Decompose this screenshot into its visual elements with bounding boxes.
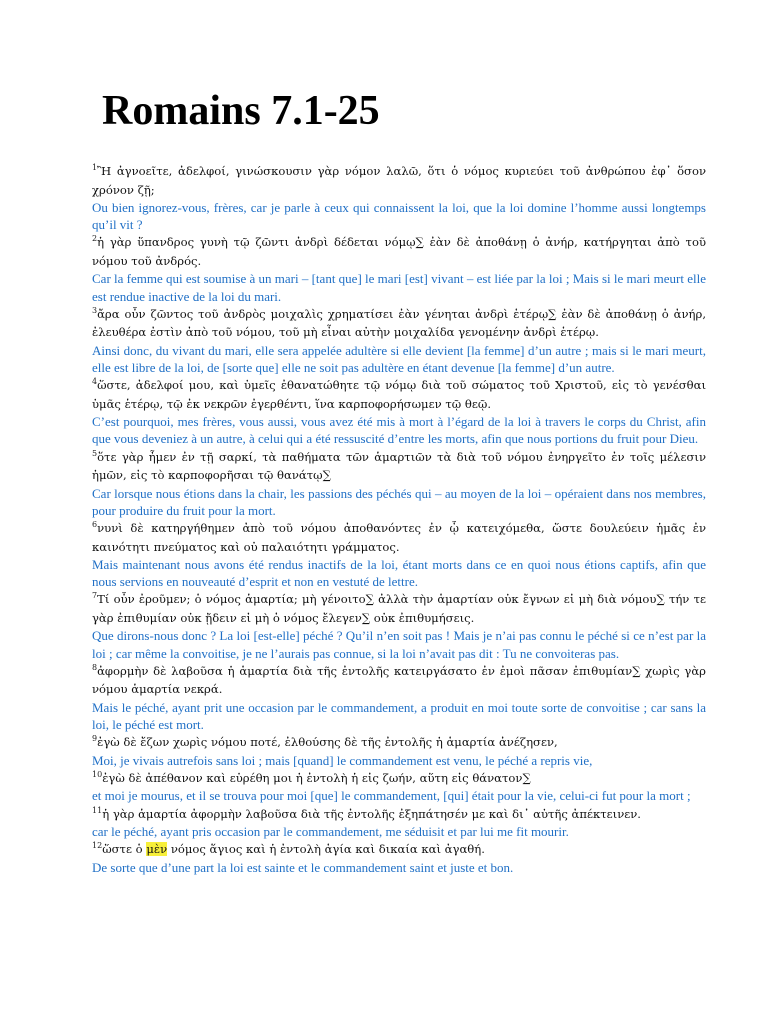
- verse-1: [92, 162, 706, 233]
- verse-7: [92, 590, 706, 661]
- highlighted-word: μὲν: [146, 842, 168, 857]
- greek-text: $^5$ὅτε γὰρ ἦμεν ἐν τῇ σαρκί, τὰ παθήματα τῶν ἁμαρτιῶν τὰ διὰ τοῦ νόμου ἐνηργεῖτο ἐν τοῖς μέλεσιν ἡμῶν, εἰς τὸ καρποφορῆσαι τῷ θανάτῳ∑: [92, 448, 706, 483]
- verse-number: 10: [92, 770, 103, 780]
- french-text: Mais le péché, ayant prit une occasion par le commandement, a produit en moi toute sorte de convoitise ; car sans la loi, le péché est mort.: [92, 699, 706, 733]
- greek-text: $^4$ὥστε, ἀδελφοί μου, καὶ ὑμεῖς ἐθανατώθητε τῷ νόμῳ διὰ τοῦ σώματος τοῦ Χριστοῦ, εἰς τὸ γενέσθαι ὑμᾶς ἑτέρῳ, τῷ ἐκ νεκρῶν ἐγερθέντι, ἵνα καρποφορήσωμεν τῷ θεῷ.: [92, 377, 706, 411]
- french-text: Que dirons-nous donc ? La loi [est-elle] péché ? Qu’il n’en soit pas ! Mais je n’ai pas connu le péché si ce n’est par la loi ; car même la convoitise, je ne l’aurais pas connue, si la loi n’avait pas dit : Tu ne convoiteras pas.: [92, 628, 706, 661]
- french-text: et moi je mourus, et il se trouva pour moi [que] le commandement, [qui] était pour la vie, celui-ci fut pour la mort ;: [92, 788, 691, 804]
- french-text: Mais maintenant nous avons été rendus inactifs de la loi, étant morts dans ce en quoi nous étions captifs, afin que nous servions en nouveauté d’esprit et non en vestuté de lettre.: [92, 557, 706, 590]
- verse-number: 11: [92, 805, 103, 815]
- verse-number: 3: [92, 305, 98, 315]
- greek-text: $^1$Ἢ ἀγνοεῖτε, ἀδελφοί, γινώσκουσιν γὰρ νόμον λαλῶ, ὅτι ὁ νόμος κυριεύει τοῦ ἀνθρώπου ἐφ᾽ ὅσον χρόνον ζῇ;: [92, 163, 706, 197]
- verse-number: 4: [92, 377, 98, 387]
- french-text: Car lorsque nous étions dans la chair, les passions des péchés qui – au moyen de la loi – opéraient dans nos membres, pour produire du fruit pour la mort.: [92, 485, 706, 518]
- greek-text: $^6$νυνὶ δὲ κατηργήθημεν ἀπὸ τοῦ νόμου ἀποθανόντες ἐν ᾧ κατειχόμεθα, ὥστε δουλεύειν ἡμᾶς ἐν καινότητι πνεύματος καὶ οὐ παλαιότητι γράμματος.: [92, 520, 706, 554]
- greek-text: $^3$ἄρα οὖν ζῶντος τοῦ ἀνδρὸς μοιχαλὶς χρηματίσει ἐὰν γένηται ἀνδρὶ ἑτέρῳ∑ ἐὰν δὲ ἀποθάνῃ ὁ ἀνήρ, ἐλευθέρα ἐστὶν ἀπὸ τοῦ νόμου, τοῦ μὴ εἶναι αὐτὴν μοιχαλίδα γενομένην ἀνδρὶ ἑτέρῳ.: [92, 305, 706, 340]
- verse-2: [92, 233, 706, 304]
- verse-number: 12: [92, 841, 103, 851]
- verse-number: 9: [92, 734, 98, 744]
- verse-number: 6: [92, 520, 98, 530]
- french-text: Ainsi donc, du vivant du mari, elle sera appelée adultère si elle devient [la femme] d’un autre ; mais si le mari meurt, elle est libre de la loi, de [sorte que] elle ne soit pas adultère en étant devenue [la femme] d’un autre.: [92, 342, 706, 376]
- greek-text: $^{11}$ἡ γὰρ ἁμαρτία ἀφορμὴν λαβοῦσα διὰ τῆς ἐντολῆς ἐξηπάτησέν με καὶ δι᾽ αὐτῆς ἀπέκτεινεν.: [92, 805, 641, 821]
- verse-4: [92, 376, 706, 447]
- verse-3: [92, 305, 706, 376]
- verse-number: 2: [92, 234, 98, 244]
- verse-12: [92, 840, 706, 876]
- page-title: Romains 7.1-25: [102, 88, 380, 134]
- verse-8: [92, 662, 706, 733]
- verse-6: [92, 519, 706, 590]
- french-text: C’est pourquoi, mes frères, vous aussi, vous avez été mis à mort à l’égard de la loi à travers le corps du Christ, afin que vous deveniez à un autre, à celui qui a été ressuscité d’entre les morts, afin que nous portions du fruit pour Dieu.: [92, 414, 706, 447]
- verse-9: [92, 733, 706, 769]
- verse-number: 7: [92, 591, 98, 601]
- greek-text: $^{12}$ὥστε ὁ μὲν νόμος ἅγιος καὶ ἡ ἐντολὴ ἁγία καὶ δικαία καὶ ἀγαθή.: [92, 841, 485, 857]
- greek-text: $^8$ἀφορμὴν δὲ λαβοῦσα ἡ ἁμαρτία διὰ τῆς ἐντολῆς κατειργάσατο ἐν ἐμοὶ πᾶσαν ἐπιθυμίαν∑ χωρὶς γὰρ νόμου ἁμαρτία νεκρά.: [92, 662, 706, 697]
- french-text: car le péché, ayant pris occasion par le commandement, me séduisit et par lui me fit mourir.: [92, 824, 569, 840]
- greek-text: $^2$ἡ γὰρ ὕπανδρος γυνὴ τῷ ζῶντι ἀνδρὶ δέδεται νόμῳ∑ ἐὰν δὲ ἀποθάνῃ ὁ ἀνήρ, κατήργηται ἀπὸ τοῦ νόμου τοῦ ἀνδρός.: [92, 234, 706, 268]
- french-text: De sorte que d’une part la loi est sainte et le commandement saint et juste et bon.: [92, 859, 514, 875]
- verse-number: 1: [92, 163, 98, 173]
- greek-text: $^9$ἐγὼ δὲ ἔζων χωρὶς νόμου ποτέ, ἐλθούσης δὲ τῆς ἐντολῆς ἡ ἁμαρτία ἀνέζησεν,: [92, 734, 558, 750]
- french-text: Ou bien ignorez-vous, frères, car je parle à ceux qui connaissent la loi, que la loi domine l’homme aussi longtemps qu’il vit ?: [92, 200, 706, 233]
- verse-11: [92, 805, 706, 841]
- verse-5: [92, 448, 706, 519]
- greek-text: $^{10}$ἐγὼ δὲ ἀπέθανον καὶ εὑρέθη μοι ἡ ἐντολὴ ἡ εἰς ζωήν, αὕτη εἰς θάνατον∑: [92, 770, 531, 785]
- greek-text: $^7$Τί οὖν ἐροῦμεν; ὁ νόμος ἁμαρτία; μὴ γένοιτο∑ ἀλλὰ τὴν ἁμαρτίαν οὐκ ἔγνων εἰ μὴ διὰ νόμου∑ τήν τε γὰρ ἐπιθυμίαν οὐκ ᾔδειν εἰ μὴ ὁ νόμος ἔλεγεν∑ οὐκ ἐπιθυμήσεις.: [92, 591, 706, 625]
- verse-number: 8: [92, 662, 98, 672]
- french-text: Car la femme qui est soumise à un mari – [tant que] le mari [est] vivant – est liée par la loi ; Mais si le mari meurt elle est rendue inactive de la loi du mari.: [92, 271, 706, 304]
- french-text: Moi, je vivais autrefois sans loi ; mais [quand] le commandement est venu, le péché a repris vie,: [92, 752, 593, 768]
- verse-number: 5: [92, 448, 98, 458]
- verse-10: [92, 769, 706, 805]
